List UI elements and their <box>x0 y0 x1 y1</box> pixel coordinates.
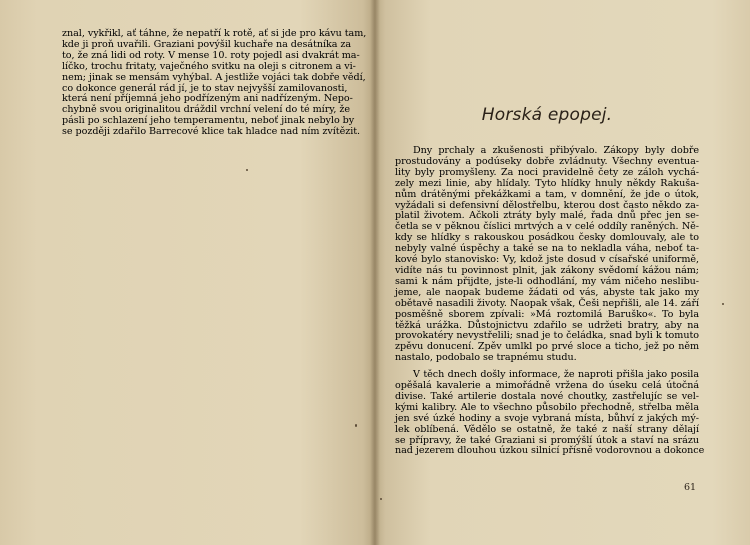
text-line: divise. Také artilerie dostala nové choutky, zastřelujíc se vel- <box>395 390 699 402</box>
text-line: se přípravy, že také Graziani si promýšlí útok a staví na srázu <box>395 434 699 446</box>
text-line: zpěvu donucení. Zpěv umlkl po prvé sloce a ticho, jež po něm <box>395 341 699 353</box>
chapter-title: Horská epopej. <box>481 105 613 125</box>
text-line: četla se v pěknou číslici mrtvých a v celé oddíly raněných. Ně- <box>395 221 699 233</box>
text-line: jen své úzké hodiny a svoje vybraná místa, bůhví z jakých mý- <box>395 412 699 424</box>
text-line: provokatéry nevystřelili; snad je to čeládka, snad byli k tomuto <box>395 330 699 342</box>
right-page-text <box>395 145 705 457</box>
paper-speck <box>380 498 382 500</box>
paragraph <box>395 369 705 457</box>
paper-speck <box>722 303 724 305</box>
text-line: se později zdařilo Barrecové klice tak hladce nad ním zvítězit. <box>62 126 361 138</box>
book-gutter <box>370 0 380 545</box>
text-line: prostudovány a podúseky dobře zvládnuty. Všechny eventua- <box>395 155 699 167</box>
text-line: vyžádali si defensivní dělostřelbu, kterou dost často někdo za- <box>395 199 699 211</box>
text-line: opěšalá kavalerie a mimořádně vržena do úseku celá útočná <box>395 380 699 392</box>
text-line: kové bylo stanovisko: Vy, kdož jste dosud v císařské uniformě, <box>395 254 699 266</box>
text-line: nebyly valné úspěchy a také se na to nekladla váha, neboť ta- <box>395 243 699 255</box>
text-line: nem; jinak se mensám vyhýbal. A jestliže vojáci tak dobře vědí, <box>62 71 366 83</box>
text-line: sami k nám přijdte, jste-li odhodlání, my vám ničeho neslibu- <box>395 275 699 287</box>
text-line: chybně svou originalitou dráždil vrchní velení do té míry, že <box>62 104 350 116</box>
text-line: líčko, trochu fritaty, vaječného svitku na oleji s citronem a vi- <box>62 60 356 72</box>
left-page-text <box>62 28 367 138</box>
text-line: těžká urážka. Důstojnictvu zdařilo se udržeti bratry, aby na <box>395 319 699 331</box>
text-line: posměšně sborem zpívali: »Má roztomilá Baruško«. To byla <box>395 308 699 320</box>
text-line: nad jezerem dlouhou úzkou silnicí přísně vodorovnou a dokonce <box>395 445 705 457</box>
text-line: platil životem. Ačkoli ztráty byly malé, řada dnů přec jen se- <box>395 210 699 222</box>
paper-speck <box>246 169 248 171</box>
text-line: V těch dnech došly informace, že naproti přišla jako posila <box>413 369 699 381</box>
text-line: která není příjemná jeho podřízeným ani nadřízeným. Nepo- <box>62 93 353 105</box>
text-line: nům drátěnými překážkami a tam, v domnění, že jde o útok, <box>395 188 699 200</box>
text-line: znal, vykřikl, ať táhne, že nepatří k rotě, ať si jde pro kávu tam, <box>62 28 367 39</box>
text-line: pásli po schlazení jeho temperamentu, neboť jinak nebylo by <box>62 115 355 127</box>
page-number: 61 <box>684 482 697 493</box>
text-line: Dny prchaly a zkušenosti přibývalo. Zákopy byly dobře <box>413 145 699 156</box>
text-line: nastalo, podobalo se trapnému studu. <box>395 352 577 364</box>
text-line: obětavě nasadili životy. Naopak však, Češi nepřišli, ale 14. září <box>395 297 699 309</box>
text-line: to, že zná lidi od roty. V mense 10. roty pojedl asi dvakrát ma- <box>62 49 360 61</box>
text-line: zely mezi linie, aby hlídaly. Tyto hlídky hnuly někdy Rakuša- <box>395 177 699 189</box>
text-line: lity byly promyšleny. Za noci pravidelně čety ze záloh vychá- <box>395 166 699 178</box>
paragraph <box>62 28 367 138</box>
text-line: kde ji proň uvařili. Graziani povýšil kuchaře na desátníka za <box>62 38 352 50</box>
paper-speck <box>355 424 357 427</box>
text-line: jeme, ale naopak budeme žádati od vás, abyste tak jako my <box>395 286 699 298</box>
text-line: co dokonce generál rád jí, je to stav nejvyšší zamilovanosti, <box>62 82 348 94</box>
text-line: lek oblíbená. Vědělo se ostatně, že také z naší strany dělají <box>395 423 699 435</box>
text-line: kými kalibry. Ale to všechno působilo přechodně, střelba měla <box>395 401 699 413</box>
text-line: kdy se hlídky s rakouskou posádkou česky domlouvaly, ale to <box>395 232 699 244</box>
text-line: vidíte nás tu povinnost plnit, jak zákony svědomí kážou nám; <box>395 264 699 276</box>
paragraph <box>395 146 699 364</box>
